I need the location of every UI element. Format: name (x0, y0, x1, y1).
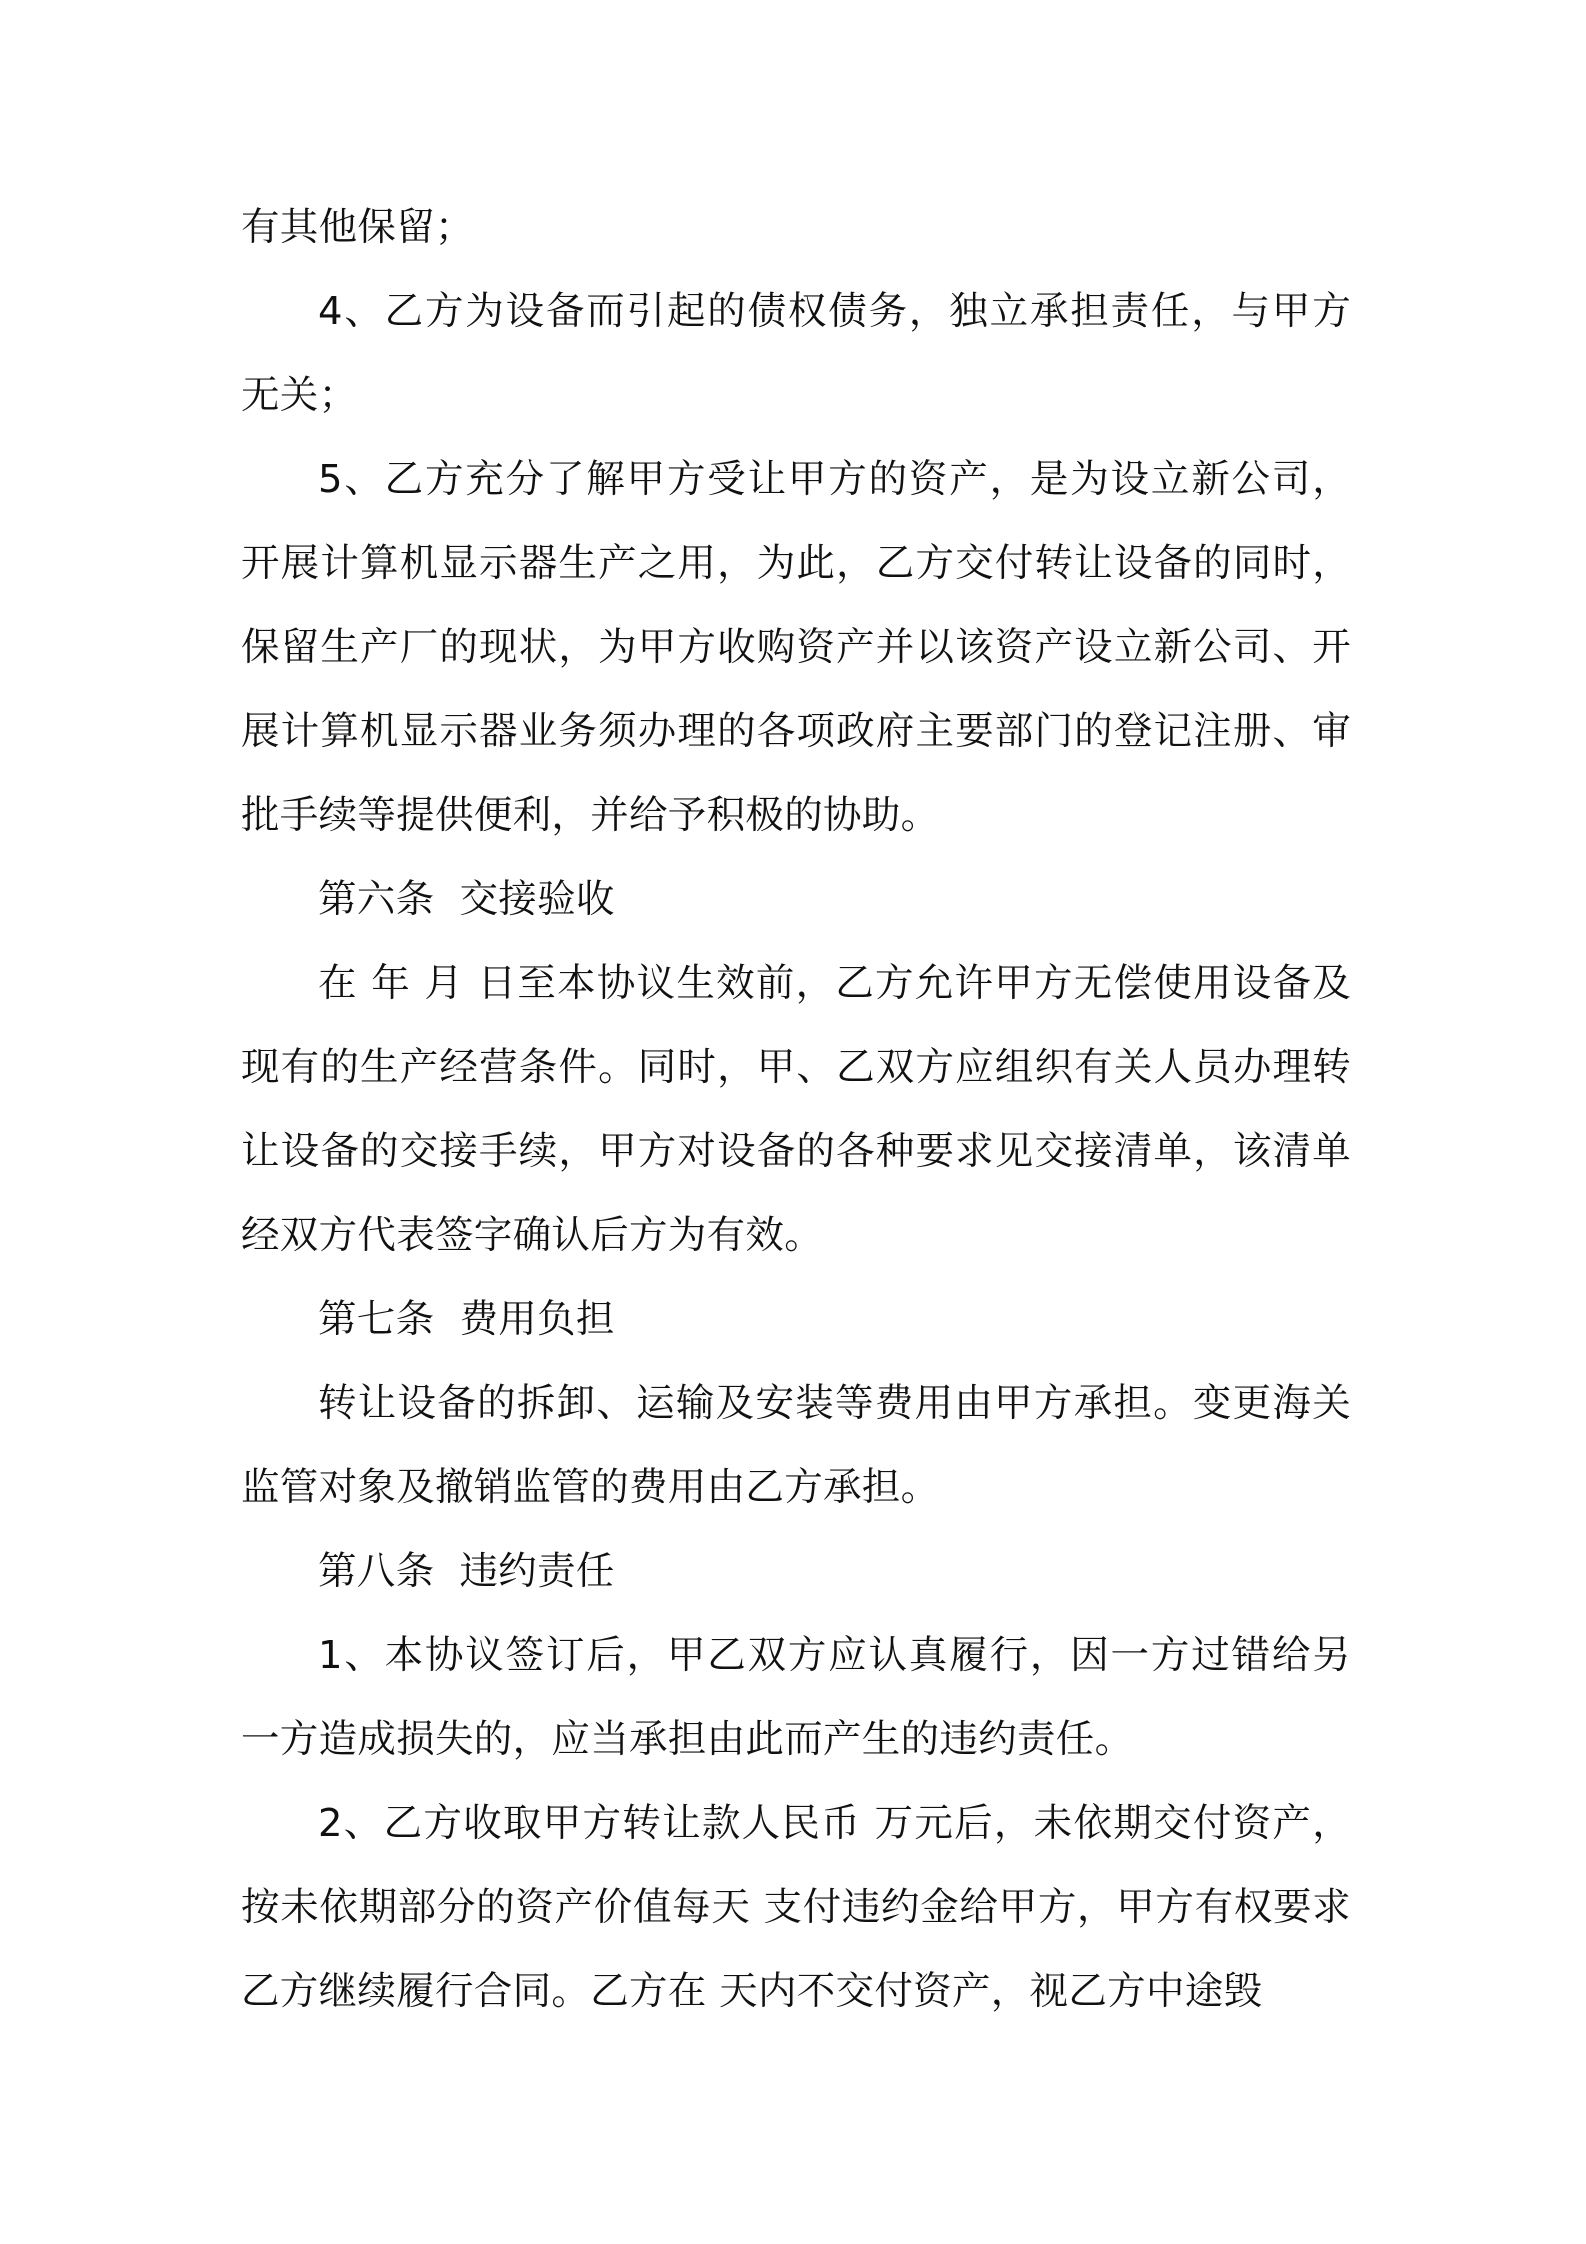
paragraph-continuation: 有其他保留； (241, 205, 474, 250)
paragraph-breach-1: 1、本协议签订后，甲乙双方应认真履行，因一方过错给另一方造成损失的，应当承担由此而产生的违约责任。 (241, 1633, 1351, 1762)
article-8-heading: 第八条 违约责任 (318, 1549, 615, 1594)
article-6-heading: 第六条 交接验收 (318, 877, 615, 922)
document-body (241, 186, 1351, 2034)
paragraph-costs: 转让设备的拆卸、运输及安装等费用由甲方承担。变更海关监管对象及撤销监管的费用由乙方承担。 (241, 1381, 1351, 1510)
paragraph-breach-2: 2、乙方收取甲方转让款人民币 万元后，未依期交付资产，按未依期部分的资产价值每天 支付违约金给甲方，甲方有权要求乙方继续履行合同。乙方在 天内不交付资产，视乙方中途毁 (241, 1801, 1351, 2014)
paragraph-handover: 在 年 月 日至本协议生效前，乙方允许甲方无偿使用设备及现有的生产经营条件。同时，甲、乙双方应组织有关人员办理转让设备的交接手续，甲方对设备的各种要求见交接清单，该清单经双方代表签字确认后方为有效。 (241, 961, 1351, 1258)
paragraph-item-4: 4、乙方为设备而引起的债权债务，独立承担责任，与甲方无关； (241, 289, 1351, 418)
paragraph-item-5: 5、乙方充分了解甲方受让甲方的资产，是为设立新公司，开展计算机显示器生产之用，为此，乙方交付转让设备的同时，保留生产厂的现状，为甲方收购资产并以该资产设立新公司、开展计算机显示器业务须办理的各项政府主要部门的登记注册、审批手续等提供便利，并给予积极的协助。 (241, 457, 1351, 838)
article-7-heading: 第七条 费用负担 (318, 1297, 615, 1342)
